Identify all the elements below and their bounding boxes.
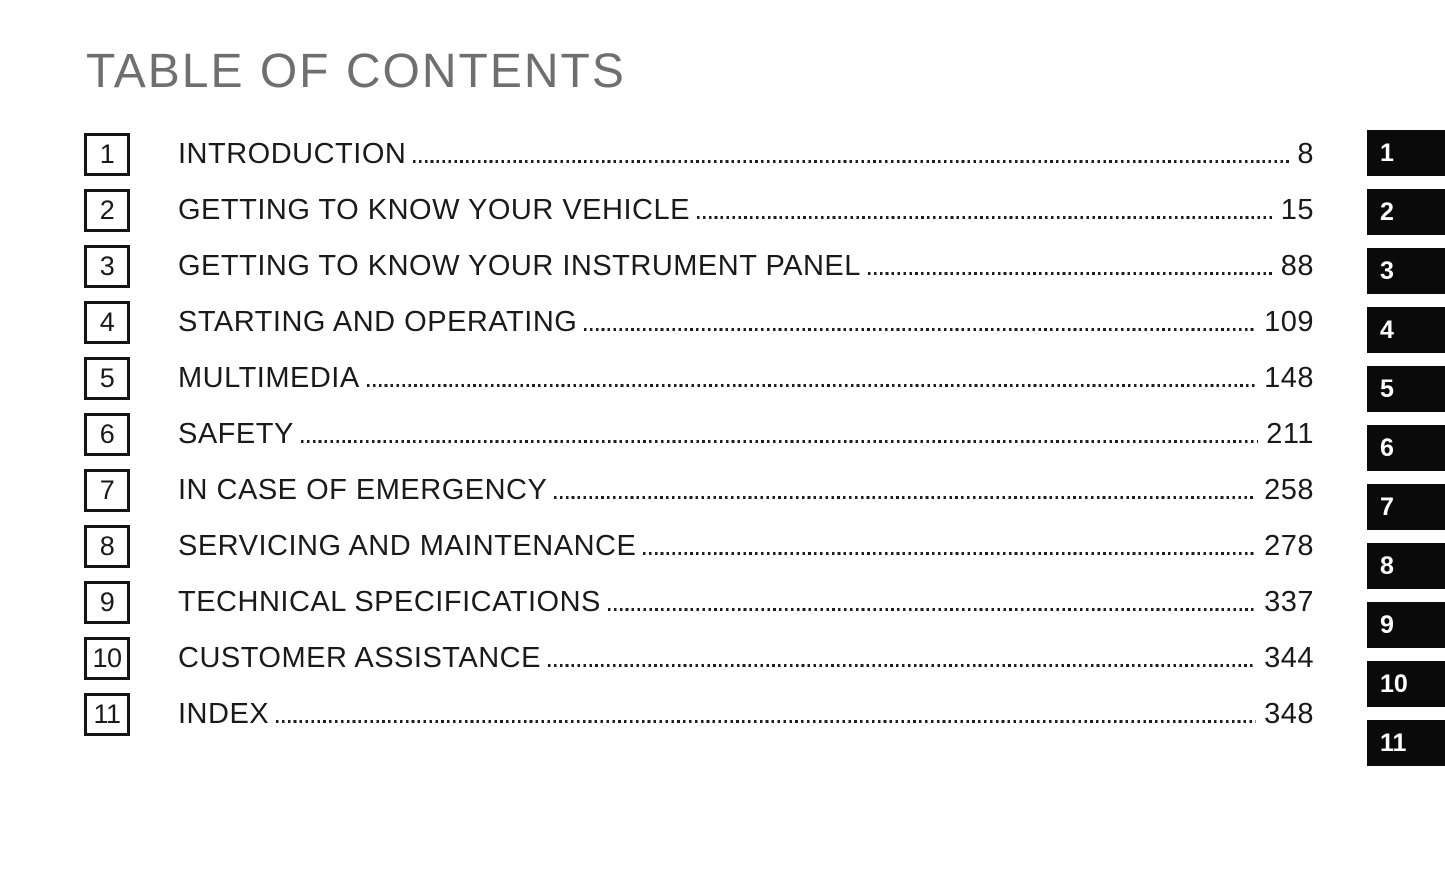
toc-entry-introduction[interactable] <box>84 126 1314 182</box>
chapter-title: GETTING TO KNOW YOUR INSTRUMENT PANEL <box>178 250 861 282</box>
toc-entry-safety[interactable] <box>84 406 1314 462</box>
toc-entry-getting-to-know-your-vehicle[interactable] <box>84 182 1314 238</box>
chapter-number-box: 10 <box>84 637 130 680</box>
side-tab-3[interactable]: 3 <box>1367 248 1445 294</box>
dotted-leader <box>554 496 1256 499</box>
page-title: TABLE OF CONTENTS <box>86 45 626 98</box>
page-number: 148 <box>1264 362 1314 394</box>
toc-entry-multimedia[interactable] <box>84 350 1314 406</box>
dotted-leader <box>608 608 1256 611</box>
page-number: 337 <box>1264 586 1314 618</box>
dotted-leader <box>367 384 1256 387</box>
chapter-number-box: 4 <box>84 301 130 344</box>
chapter-title: INTRODUCTION <box>178 138 407 170</box>
toc-entry-in-case-of-emergency[interactable] <box>84 462 1314 518</box>
chapter-number-box: 8 <box>84 525 130 568</box>
dotted-leader <box>276 720 1256 723</box>
toc-entry-getting-to-know-your-instrument-panel[interactable] <box>84 238 1314 294</box>
side-tab-9[interactable]: 9 <box>1367 602 1445 648</box>
chapter-title: SAFETY <box>178 418 294 450</box>
table-of-contents <box>84 126 1314 742</box>
side-tab-6[interactable]: 6 <box>1367 425 1445 471</box>
dotted-leader <box>643 552 1256 555</box>
chapter-number-box: 9 <box>84 581 130 624</box>
page-number: 278 <box>1264 530 1314 562</box>
side-tab-11[interactable]: 11 <box>1367 720 1445 766</box>
side-tab-5[interactable]: 5 <box>1367 366 1445 412</box>
page-number: 258 <box>1264 474 1314 506</box>
side-tab-1[interactable]: 1 <box>1367 130 1445 176</box>
toc-entry-customer-assistance[interactable] <box>84 630 1314 686</box>
toc-entry-technical-specifications[interactable] <box>84 574 1314 630</box>
dotted-leader <box>301 440 1258 443</box>
side-tab-2[interactable]: 2 <box>1367 189 1445 235</box>
chapter-title: CUSTOMER ASSISTANCE <box>178 642 541 674</box>
chapter-number-box: 1 <box>84 133 130 176</box>
page-number: 348 <box>1264 698 1314 730</box>
chapter-number-box: 11 <box>84 693 130 736</box>
chapter-number-box: 6 <box>84 413 130 456</box>
chapter-title: IN CASE OF EMERGENCY <box>178 474 548 506</box>
side-tab-8[interactable]: 8 <box>1367 543 1445 589</box>
chapter-title: INDEX <box>178 698 270 730</box>
chapter-title: GETTING TO KNOW YOUR VEHICLE <box>178 194 690 226</box>
chapter-number-box: 7 <box>84 469 130 512</box>
side-tab-4[interactable]: 4 <box>1367 307 1445 353</box>
chapter-title: TECHNICAL SPECIFICATIONS <box>178 586 601 618</box>
toc-entry-index[interactable] <box>84 686 1314 742</box>
chapter-number-box: 5 <box>84 357 130 400</box>
page-number: 8 <box>1297 138 1314 170</box>
chapter-title: SERVICING AND MAINTENANCE <box>178 530 637 562</box>
toc-entry-servicing-and-maintenance[interactable] <box>84 518 1314 574</box>
side-tab-10[interactable]: 10 <box>1367 661 1445 707</box>
page-number: 15 <box>1280 194 1314 226</box>
dotted-leader <box>548 664 1256 667</box>
page-number: 109 <box>1264 306 1314 338</box>
chapter-side-tabs <box>1367 130 1445 766</box>
dotted-leader <box>697 216 1273 219</box>
page-number: 88 <box>1280 250 1314 282</box>
chapter-title: STARTING AND OPERATING <box>178 306 578 338</box>
page-number: 344 <box>1264 642 1314 674</box>
chapter-number-box: 2 <box>84 189 130 232</box>
side-tab-7[interactable]: 7 <box>1367 484 1445 530</box>
dotted-leader <box>413 160 1289 163</box>
chapter-number-box: 3 <box>84 245 130 288</box>
dotted-leader <box>584 328 1256 331</box>
chapter-title: MULTIMEDIA <box>178 362 360 394</box>
page-number: 211 <box>1266 418 1314 450</box>
dotted-leader <box>868 272 1273 275</box>
toc-entry-starting-and-operating[interactable] <box>84 294 1314 350</box>
